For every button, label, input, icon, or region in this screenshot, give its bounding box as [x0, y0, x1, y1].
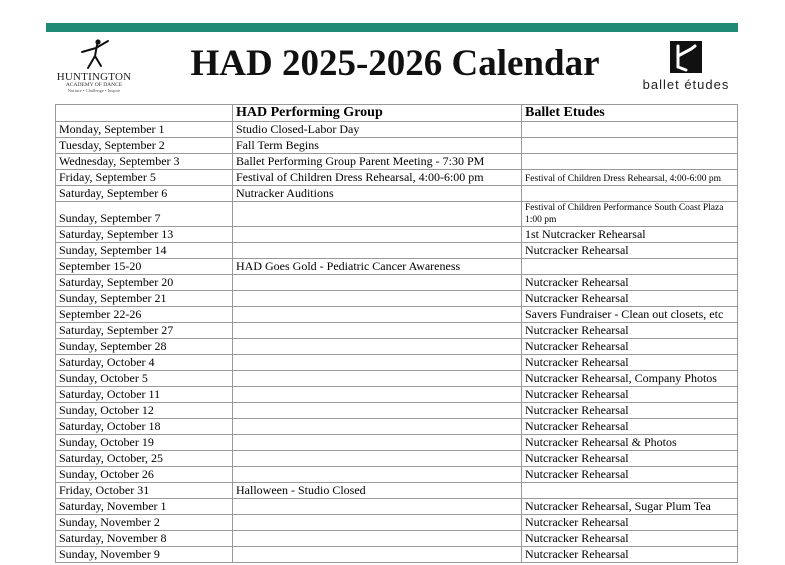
header-accent-bar	[46, 23, 738, 32]
table-row	[56, 435, 738, 451]
date-cell: Sunday, September 28	[56, 339, 233, 355]
had-event-cell	[233, 339, 522, 355]
date-cell: Saturday, September 6	[56, 186, 233, 202]
ballet-etudes-event-cell: Nutcracker Rehearsal	[522, 547, 738, 563]
had-event-cell	[233, 419, 522, 435]
table-row	[56, 323, 738, 339]
had-event-cell	[233, 547, 522, 563]
ballet-etudes-event-cell: Nutcracker Rehearsal & Photos	[522, 435, 738, 451]
had-event-cell: HAD Goes Gold - Pediatric Cancer Awareness	[233, 259, 522, 275]
date-cell: Sunday, October 5	[56, 371, 233, 387]
ballet-etudes-icon	[669, 40, 703, 74]
ballet-etudes-logo	[636, 40, 736, 96]
date-cell: Saturday, November 8	[56, 531, 233, 547]
table-row	[56, 186, 738, 202]
had-event-cell: Halloween - Studio Closed	[233, 483, 522, 499]
ballet-etudes-column-header: Ballet Etudes	[522, 105, 738, 122]
had-event-cell: Festival of Children Dress Rehearsal, 4:00-6:00 pm	[233, 170, 522, 186]
ballet-etudes-event-cell: Festival of Children Dress Rehearsal, 4:00-6:00 pm	[522, 170, 738, 186]
table-row	[56, 202, 738, 227]
logo-subtitle: ACADEMY OF DANCE	[65, 82, 123, 88]
ballet-etudes-event-cell	[522, 138, 738, 154]
table-row	[56, 154, 738, 170]
date-cell: Wednesday, September 3	[56, 154, 233, 170]
date-cell: Friday, September 5	[56, 170, 233, 186]
table-row	[56, 499, 738, 515]
date-cell: Saturday, October, 25	[56, 451, 233, 467]
ballet-etudes-event-cell: Nutcracker Rehearsal, Company Photos	[522, 371, 738, 387]
date-cell: Sunday, September 7	[56, 202, 233, 227]
had-event-cell	[233, 435, 522, 451]
ballet-etudes-event-cell: Nutcracker Rehearsal	[522, 403, 738, 419]
ballet-etudes-event-cell: Nutcracker Rehearsal	[522, 291, 738, 307]
table-row	[56, 170, 738, 186]
date-cell: Saturday, October 18	[56, 419, 233, 435]
had-event-cell	[233, 275, 522, 291]
ballet-etudes-event-cell: Nutcracker Rehearsal	[522, 515, 738, 531]
had-event-cell: Nutracker Auditions	[233, 186, 522, 202]
date-cell: Sunday, October 19	[56, 435, 233, 451]
had-event-cell	[233, 403, 522, 419]
dancer-icon	[74, 38, 114, 72]
ballet-etudes-event-cell: Savers Fundraiser - Clean out closets, etc	[522, 307, 738, 323]
ballet-etudes-event-cell: Nutcracker Rehearsal	[522, 387, 738, 403]
ballet-etudes-event-cell	[522, 154, 738, 170]
table-row	[56, 307, 738, 323]
ballet-etudes-event-cell: Nutcracker Rehearsal, Sugar Plum Tea	[522, 499, 738, 515]
date-cell: September 15-20	[56, 259, 233, 275]
table-row	[56, 483, 738, 499]
date-cell: Tuesday, September 2	[56, 138, 233, 154]
date-cell: Sunday, November 9	[56, 547, 233, 563]
ballet-etudes-event-cell: Nutcracker Rehearsal	[522, 323, 738, 339]
had-event-cell	[233, 499, 522, 515]
date-cell: Sunday, November 2	[56, 515, 233, 531]
ballet-etudes-event-cell	[522, 122, 738, 138]
had-event-cell: Ballet Performing Group Parent Meeting - 7:30 PM	[233, 154, 522, 170]
had-event-cell	[233, 227, 522, 243]
calendar-body	[56, 122, 738, 563]
had-event-cell	[233, 355, 522, 371]
had-event-cell	[233, 323, 522, 339]
ballet-etudes-event-cell: Nutcracker Rehearsal	[522, 355, 738, 371]
had-event-cell	[233, 515, 522, 531]
date-cell: Sunday, October 26	[56, 467, 233, 483]
calendar-table	[55, 104, 738, 563]
date-cell: Sunday, September 21	[56, 291, 233, 307]
had-event-cell	[233, 467, 522, 483]
table-row	[56, 515, 738, 531]
date-cell: Monday, September 1	[56, 122, 233, 138]
table-row	[56, 138, 738, 154]
table-row	[56, 259, 738, 275]
table-row	[56, 531, 738, 547]
table-row	[56, 291, 738, 307]
table-row	[56, 275, 738, 291]
table-row	[56, 227, 738, 243]
date-cell: Saturday, September 20	[56, 275, 233, 291]
had-column-header: HAD Performing Group	[233, 105, 522, 122]
table-row	[56, 451, 738, 467]
had-event-cell: Fall Term Begins	[233, 138, 522, 154]
ballet-etudes-event-cell: Nutcracker Rehearsal	[522, 419, 738, 435]
ballet-etudes-event-cell: Nutcracker Rehearsal	[522, 531, 738, 547]
table-row	[56, 387, 738, 403]
date-cell: Saturday, November 1	[56, 499, 233, 515]
table-row	[56, 547, 738, 563]
logo-name: HUNTINGTON	[56, 71, 132, 83]
table-row	[56, 419, 738, 435]
had-event-cell	[233, 387, 522, 403]
had-event-cell	[233, 371, 522, 387]
had-event-cell	[233, 243, 522, 259]
ballet-etudes-event-cell	[522, 186, 738, 202]
table-row	[56, 371, 738, 387]
table-row	[56, 122, 738, 138]
huntington-logo	[52, 38, 136, 102]
had-event-cell	[233, 202, 522, 227]
table-row	[56, 339, 738, 355]
date-cell: September 22-26	[56, 307, 233, 323]
had-event-cell	[233, 307, 522, 323]
date-cell: Saturday, September 13	[56, 227, 233, 243]
had-event-cell	[233, 451, 522, 467]
date-cell: Sunday, October 12	[56, 403, 233, 419]
had-event-cell: Studio Closed-Labor Day	[233, 122, 522, 138]
date-cell: Sunday, September 14	[56, 243, 233, 259]
ballet-etudes-event-cell: Festival of Children Performance South Coast Plaza 1:00 pm	[522, 202, 738, 227]
table-row	[56, 243, 738, 259]
ballet-etudes-event-cell: Nutcracker Rehearsal	[522, 275, 738, 291]
date-cell: Saturday, September 27	[56, 323, 233, 339]
table-row	[56, 467, 738, 483]
ballet-etudes-event-cell: Nutcracker Rehearsal	[522, 467, 738, 483]
ballet-etudes-event-cell: Nutcracker Rehearsal	[522, 243, 738, 259]
table-header-row	[56, 105, 738, 122]
logo-tagline: Nurture • Challenge • Inspire	[67, 88, 121, 93]
had-event-cell	[233, 291, 522, 307]
had-event-cell	[233, 531, 522, 547]
table-row	[56, 355, 738, 371]
ballet-etudes-event-cell	[522, 259, 738, 275]
ballet-etudes-event-cell	[522, 483, 738, 499]
date-cell: Saturday, October 11	[56, 387, 233, 403]
date-column-header	[56, 105, 233, 122]
ballet-etudes-event-cell: Nutcracker Rehearsal	[522, 451, 738, 467]
ballet-etudes-event-cell: Nutcracker Rehearsal	[522, 339, 738, 355]
date-cell: Saturday, October 4	[56, 355, 233, 371]
ballet-etudes-name: ballet études	[642, 77, 730, 92]
table-row	[56, 403, 738, 419]
ballet-etudes-event-cell: 1st Nutcracker Rehearsal	[522, 227, 738, 243]
page-title: HAD 2025-2026 Calendar	[190, 43, 600, 84]
date-cell: Friday, October 31	[56, 483, 233, 499]
